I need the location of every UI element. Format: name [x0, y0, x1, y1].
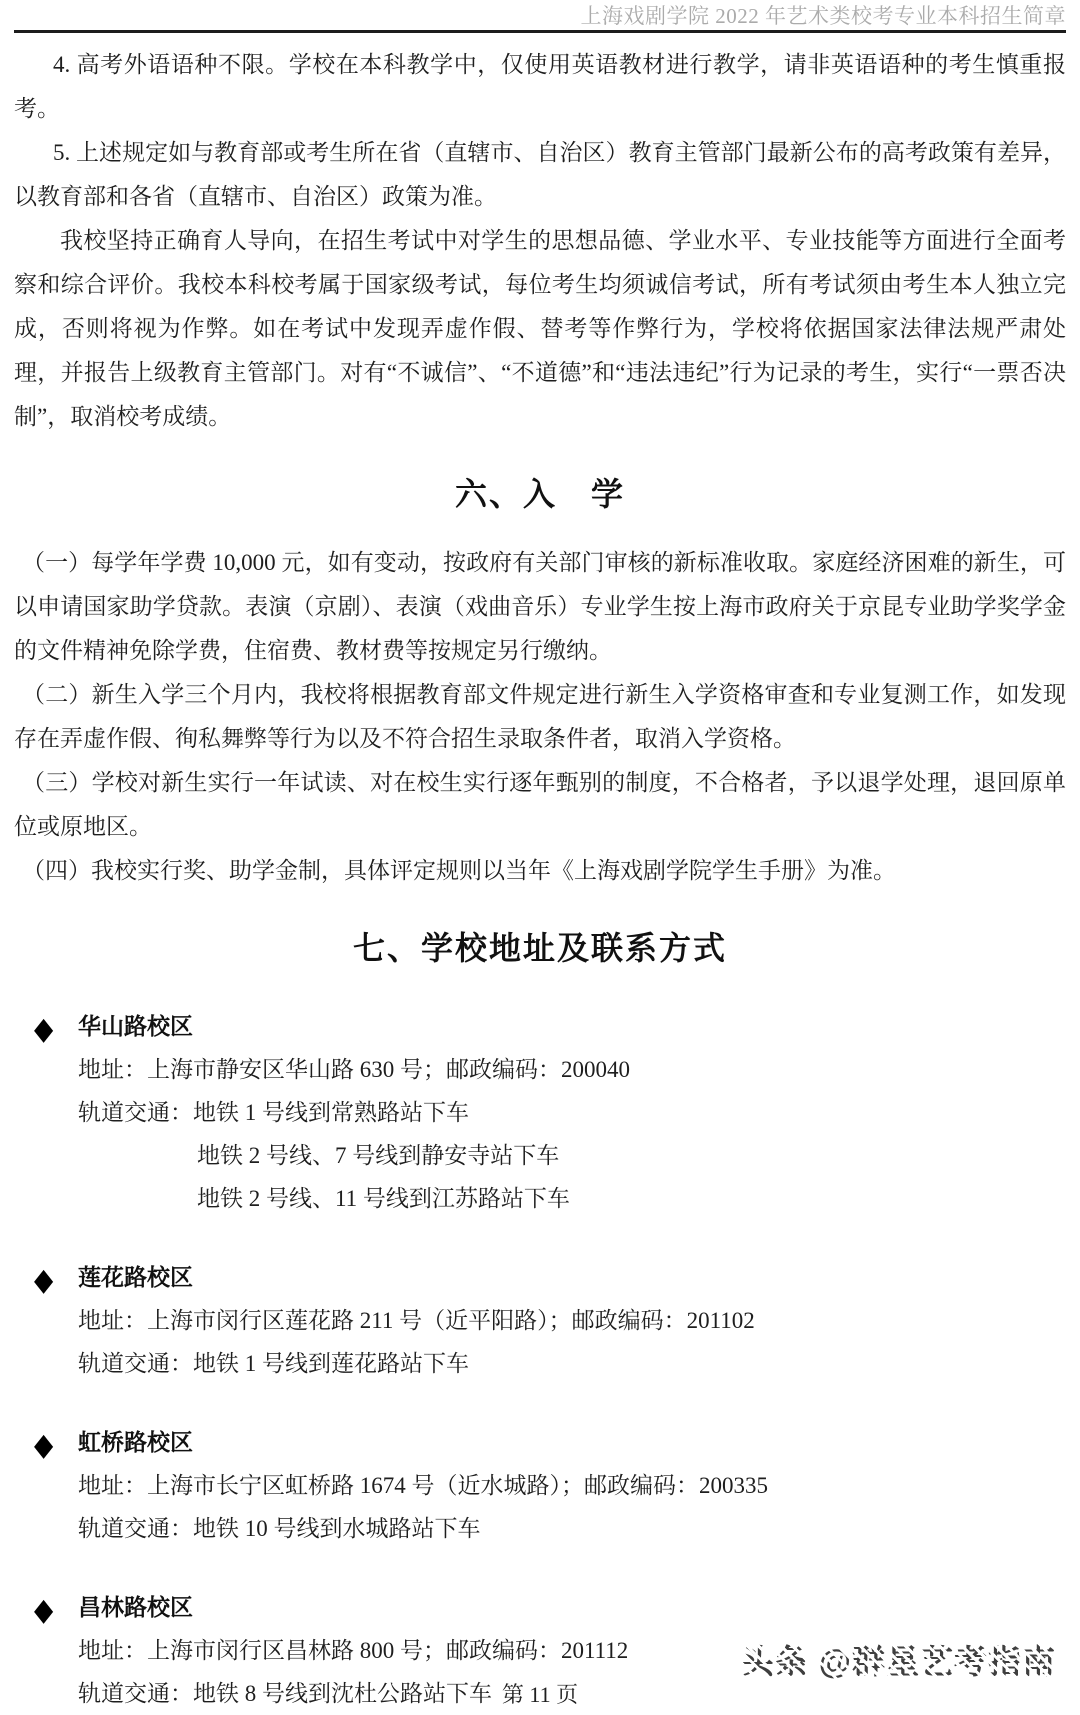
campus-address: 地址：上海市静安区华山路 630 号；邮政编码：200040 — [78, 1057, 630, 1082]
campus-address: 地址：上海市闵行区昌林路 800 号；邮政编码：201112 — [78, 1638, 629, 1663]
header-title: 上海戏剧学院 2022 年艺术类校考专业本科招生简章 — [580, 4, 1066, 28]
diamond-bullet-icon: ◆ — [34, 1593, 54, 1628]
campus-transit-line: 轨道交通：地铁 1 号线到常熟路站下车 — [78, 1100, 469, 1125]
enrollment-item-2: （二）新生入学三个月内，我校将根据教育部文件规定进行新生入学资格审查和专业复测工作，如发现存在弄虚作假、徇私舞弊等行为以及不符合招生录取条件者，取消入学资格。 — [14, 682, 1066, 751]
campus-transit-line: 轨道交通：地铁 1 号线到莲花路站下车 — [78, 1351, 469, 1376]
campus-address: 地址：上海市闵行区莲花路 211 号（近平阳路）；邮政编码：201102 — [78, 1308, 755, 1333]
campus-block-lianhua — [14, 1256, 1066, 1385]
page-number: 第 11 页 — [501, 1682, 579, 1707]
page-header — [14, 0, 1066, 33]
section-title-enrollment: 六、入 学 — [454, 476, 625, 512]
enrollment-item-3: （三）学校对新生实行一年试读、对在校生实行逐年甄别的制度，不合格者，予以退学处理，退回原单位或原地区。 — [14, 770, 1066, 839]
campus-block-huashan — [14, 1005, 1066, 1220]
enrollment-item-4: （四）我校实行奖、助学金制，具体评定规则以当年《上海戏剧学院学生手册》为准。 — [22, 858, 896, 883]
enrollment-item-1: （一）每学年学费 10,000 元，如有变动，按政府有关部门审核的新标准收取。家庭经济困难的新生，可以申请国家助学贷款。表演（京剧）、表演（戏曲音乐）专业学生按上海市政府关于京昆专业助学奖学金的文件精神免除学费，住宿费、教材费等按规定另行缴纳。 — [14, 550, 1066, 663]
toutiao-watermark: 头条 @群星艺考指南 — [741, 1636, 1056, 1683]
section-title-contact: 七、学校地址及联系方式 — [352, 930, 727, 966]
paragraph-rule-5: 5. 上述规定如与教育部或考生所在省（直辖市、自治区）教育主管部门最新公布的高考政策有差异，以教育部和各省（直辖市、自治区）政策为准。 — [14, 140, 1066, 209]
campus-name: 华山路校区 — [78, 1014, 193, 1039]
document-content — [14, 33, 1066, 1715]
campus-name: 虹桥路校区 — [78, 1430, 193, 1455]
campus-transit-line: 地铁 2 号线、7 号线到静安寺站下车 — [197, 1143, 560, 1168]
campus-transit-line: 轨道交通：地铁 8 号线到沈杜公路站下车 — [78, 1681, 492, 1706]
diamond-bullet-icon: ◆ — [34, 1428, 54, 1463]
campus-transit-line: 轨道交通：地铁 10 号线到水城路站下车 — [78, 1516, 481, 1541]
paragraph-integrity-policy: 我校坚持正确育人导向，在招生考试中对学生的思想品德、学业水平、专业技能等方面进行全面考察和综合评价。我校本科校考属于国家级考试，每位考生均须诚信考试，所有考试须由考生本人独立完成，否则将视为作弊。如在考试中发现弄虚作假、替考等作弊行为，学校将依据国家法律法规严肃处理，并报告上级教育主管部门。对有“不诚信”、“不道德”和“违法违纪”行为记录的考生，实行“一票否决制”，取消校考成绩。 — [14, 228, 1066, 429]
campus-transit-line: 地铁 2 号线、11 号线到江苏路站下车 — [197, 1186, 570, 1211]
diamond-bullet-icon: ◆ — [34, 1012, 54, 1047]
paragraph-rule-4: 4. 高考外语语种不限。学校在本科教学中，仅使用英语教材进行教学，请非英语语种的考生慎重报考。 — [14, 52, 1066, 121]
campus-name: 昌林路校区 — [78, 1595, 193, 1620]
diamond-bullet-icon: ◆ — [34, 1263, 54, 1298]
campus-name: 莲花路校区 — [78, 1265, 193, 1290]
campus-address: 地址：上海市长宁区虹桥路 1674 号（近水城路）；邮政编码：200335 — [78, 1473, 768, 1498]
campus-block-hongqiao — [14, 1421, 1066, 1550]
